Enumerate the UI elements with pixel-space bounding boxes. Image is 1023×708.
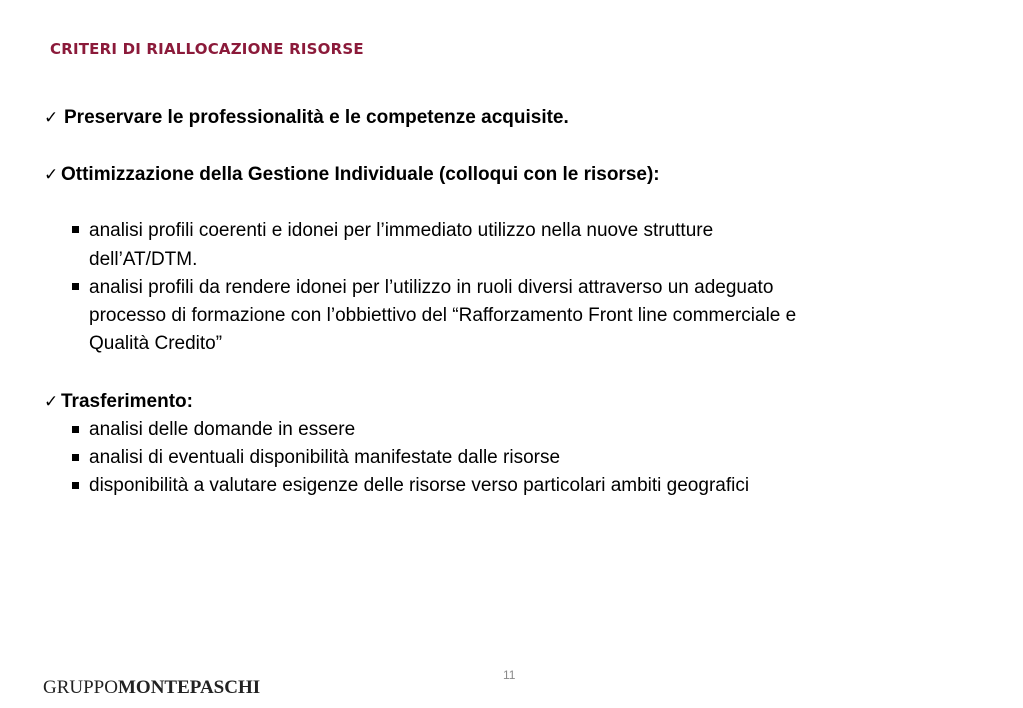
square-bullet-icon (72, 454, 79, 461)
logo-text-gruppo: GRUPPO (43, 677, 118, 698)
section-heading: Trasferimento: (61, 391, 193, 412)
section-preservare (44, 104, 569, 132)
checkmark-icon: ✓ (44, 392, 59, 412)
square-bullet-icon (72, 283, 79, 290)
square-bullet-icon (72, 482, 79, 489)
section-ottimizzazione (44, 161, 660, 189)
list-item: disponibilità a valutare esigenze delle risorse verso particolari ambiti geografici (89, 475, 750, 496)
list-item-line: dell’AT/DTM. (89, 249, 198, 270)
list-item: analisi di eventuali disponibilità manifestate dalle risorse (89, 447, 561, 468)
section-heading: Preservare le professionalità e le competenze acquisite. (64, 107, 569, 128)
list-item-line: analisi profili coerenti e idonei per l’immediato utilizzo nella nuove strutture (89, 220, 714, 241)
page-number: 11 (503, 668, 516, 682)
square-bullet-icon (72, 226, 79, 233)
page-title: CRITERI DI RIALLOCAZIONE RISORSE (50, 40, 364, 58)
list-item-line: processo di formazione con l’obbiettivo del “Rafforzamento Front line commerciale e (89, 305, 797, 326)
checkmark-icon: ✓ (44, 108, 59, 128)
logo (43, 677, 260, 699)
list-item: analisi delle domande in essere (89, 419, 356, 440)
square-bullet-icon (72, 426, 79, 433)
checkmark-icon: ✓ (44, 165, 59, 185)
section-heading: Ottimizzazione della Gestione Individuale (colloqui con le risorse): (61, 164, 660, 185)
list-item-line: analisi profili da rendere idonei per l’utilizzo in ruoli diversi attraverso un adeguato (89, 277, 774, 298)
section-trasferimento (44, 388, 193, 416)
logo-text-montepaschi: MONTEPASCHI (117, 677, 261, 698)
list-item-line: Qualità Credito” (89, 333, 223, 354)
